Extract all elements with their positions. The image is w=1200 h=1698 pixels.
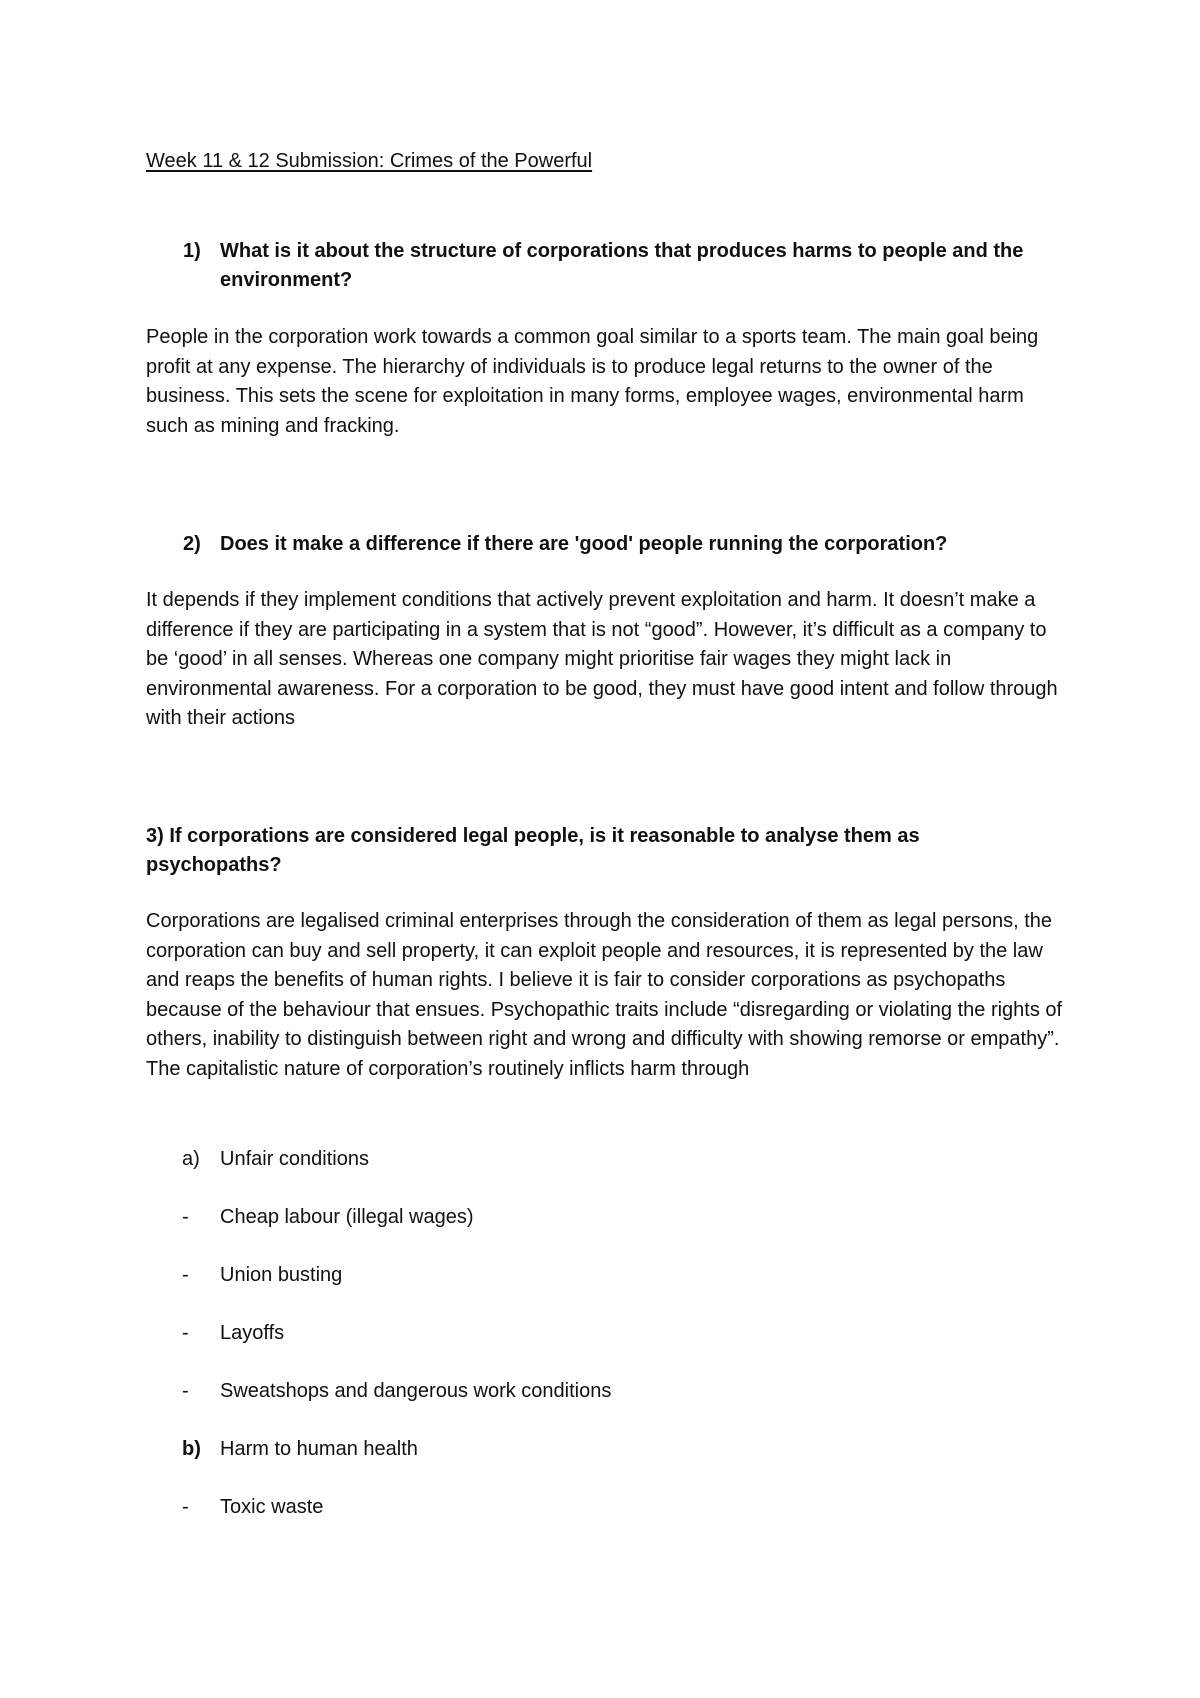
question-1-number: 1) xyxy=(183,240,201,262)
question-2-text: Does it make a difference if there are 'good' people running the corporation? xyxy=(220,533,948,555)
list-marker: - xyxy=(182,1264,189,1286)
list-marker: - xyxy=(182,1496,189,1518)
list-item-text: Unfair conditions xyxy=(220,1148,369,1170)
list-marker: - xyxy=(182,1322,189,1344)
question-2-number: 2) xyxy=(183,533,201,555)
list-item-text: Toxic waste xyxy=(220,1496,324,1518)
list-item-text: Cheap labour (illegal wages) xyxy=(220,1206,474,1228)
list-item-text: Union busting xyxy=(220,1264,343,1286)
list-marker: a) xyxy=(182,1148,200,1170)
question-3-text: 3) If corporations are considered legal people, is it reasonable to analyse them as psychopaths? xyxy=(146,825,920,876)
answer-3: Corporations are legalised criminal enterprises through the consideration of them as legal persons, the corporation can buy and sell property, it can exploit people and resources, it is represented by the law and reaps the benefits of human rights. I believe it is fair to consider corporations as psychopaths because of the behaviour that ensues. Psychopathic traits include “disregarding or violating the rights of others, inability to distinguish between right and wrong and difficulty with showing remorse or empathy”. The capitalistic nature of corporation’s routinely inflicts harm through xyxy=(146,910,1063,1080)
list-marker: - xyxy=(182,1380,189,1402)
list-item-text: Harm to human health xyxy=(220,1438,418,1460)
list-item-text: Layoffs xyxy=(220,1322,285,1344)
answer-2: It depends if they implement conditions that actively prevent exploitation and harm. It doesn’t make a difference if they are participating in a system that is not “good”. However, it’s difficult as a company to be ‘good’ in all senses. Whereas one company might prioritise fair wages they might lack in environmental awareness. For a corporation to be good, they must have good intent and follow through with their actions xyxy=(146,589,1058,729)
list-marker: b) xyxy=(182,1438,201,1460)
list-item-text: Sweatshops and dangerous work conditions xyxy=(220,1380,612,1402)
document-title: Week 11 & 12 Submission: Crimes of the Powerful xyxy=(146,150,593,172)
answer-1: People in the corporation work towards a common goal similar to a sports team. The main goal being profit at any expense. The hierarchy of individuals is to produce legal returns to the owner of the business. This sets the scene for exploitation in many forms, employee wages, environmental harm such as mining and fracking. xyxy=(146,326,1039,437)
question-2 xyxy=(183,530,1063,559)
question-1 xyxy=(183,237,1063,295)
question-3 xyxy=(146,822,986,880)
question-1-text: What is it about the structure of corporations that produces harms to people and the environment? xyxy=(220,240,1024,291)
list-marker: - xyxy=(182,1206,189,1228)
